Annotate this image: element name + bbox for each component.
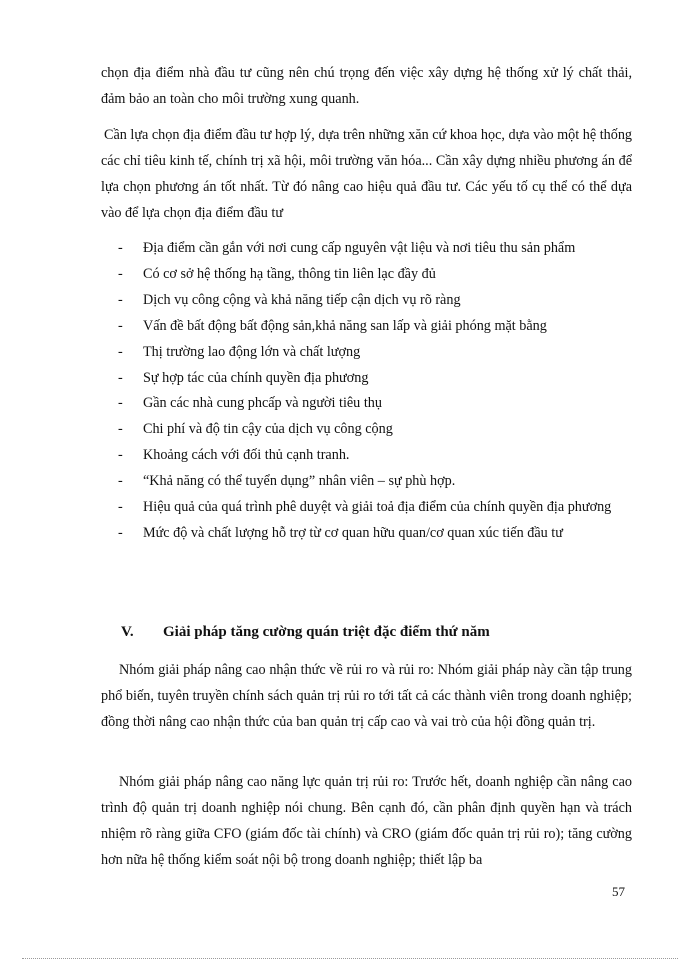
list-item [101,262,632,288]
list-item [101,495,632,521]
bullet-dash: - [118,291,123,308]
list-item-text: Thị trường lao động lớn và chất lượng [143,343,361,360]
bullet-dash: - [118,421,123,438]
bullet-dash: - [118,473,123,490]
list-item [101,521,632,547]
bullet-dash: - [118,395,123,412]
list-item [101,417,632,443]
page-number: 57 [612,884,625,899]
section-heading [121,619,490,645]
list-item-text: Hiệu quả của quá trình phê duyệt và giải toả địa điểm của chính quyền địa phương [143,499,612,516]
list-item [101,288,632,314]
paragraph-site-selection-criteria: Cần lựa chọn địa điểm đầu tư hợp lý, dựa trên những xăn cứ khoa học, dựa vào một hệ thống các chỉ tiêu kinh tế, chính trị xã hội, môi trường văn hóa... Cần xây dựng nhiều phương án để lựa chọn phương án tốt nhất. Từ đó nâng cao hiệu quả đầu tư. Các yếu tố cụ thể có thể dựa vào để lựa chọn địa điểm đầu tư [101,127,633,221]
list-item [101,314,632,340]
bullet-dash: - [118,524,123,541]
list-item-text: Địa điểm cần gắn với nơi cung cấp nguyên vật liệu và nơi tiêu thu sản phẩm [143,240,576,256]
list-item-text: Khoảng cách với đối thủ cạnh tranh. [143,447,350,464]
paragraph-site-selection-waste: chọn địa điểm nhà đầu tư cũng nên chú trọng đến việc xây dựng hệ thống xử lý chất thải, đảm bảo an toàn cho môi trường xung quanh. [101,65,632,107]
bullet-dash: - [118,265,123,282]
list-item-text: Dịch vụ công cộng và khả năng tiếp cận dịch vụ rõ ràng [143,291,461,308]
list-item-text: Vấn đề bất động bất động sản,khả năng san lấp và giải phóng mặt bằng [143,317,547,334]
bullet-dash: - [118,343,123,360]
list-item-text: Mức độ và chất lượng hỗ trợ từ cơ quan hữu quan/cơ quan xúc tiến đầu tư [143,524,563,541]
list-item-text: Chi phí và độ tin cậy của dịch vụ công cộng [143,421,393,438]
list-item [101,236,632,262]
list-item-text: “Khả năng có thể tuyển dụng” nhân viên – sự phù hợp. [143,473,456,490]
paragraph-risk-awareness: Nhóm giải pháp nâng cao nhận thức về rủi ro và rủi ro: Nhóm giải pháp này cần tập trung phổ biến, tuyên truyền chính sách quản trị rủi ro tới tất cả các thành viên trong doanh nghiệp; đồng thời nâng cao nhận thức của ban quản trị cấp cao và vai trò của hội đồng quản trị. [101,662,632,730]
site-factors-list [101,236,632,547]
list-item [101,443,632,469]
list-item [101,469,632,495]
list-item [101,340,632,366]
paragraph-risk-capacity: Nhóm giải pháp nâng cao năng lực quản trị rủi ro: Trước hết, doanh nghiệp cần nâng cao trình độ quản trị doanh nghiệp nói chung. Bên cạnh đó, cần phân định quyền hạn và trách nhiệm rõ ràng giữa CFO (giám đốc tài chính) và CRO (giám đốc quản trị rủi ro); tăng cường hơn nữa hệ thống kiểm soát nội bộ trong doanh nghiệp; thiết lập ba [101,774,632,868]
bullet-dash: - [118,499,123,516]
page-bottom-divider [22,958,678,959]
list-item-text: Có cơ sở hệ thống hạ tầng, thông tin liên lạc đầy đủ [143,265,436,282]
list-item [101,391,632,417]
bullet-dash: - [118,369,123,386]
bullet-dash: - [118,317,123,334]
bullet-dash: - [118,447,123,464]
list-item-text: Gần các nhà cung phcấp và người tiêu thụ [143,395,382,412]
list-item-text: Sự hợp tác của chính quyền địa phương [143,369,369,386]
section-number: V. [121,624,134,640]
section-title: Giải pháp tăng cường quán triệt đặc điểm thứ năm [163,624,490,640]
list-item [101,366,632,392]
bullet-dash: - [118,240,123,256]
